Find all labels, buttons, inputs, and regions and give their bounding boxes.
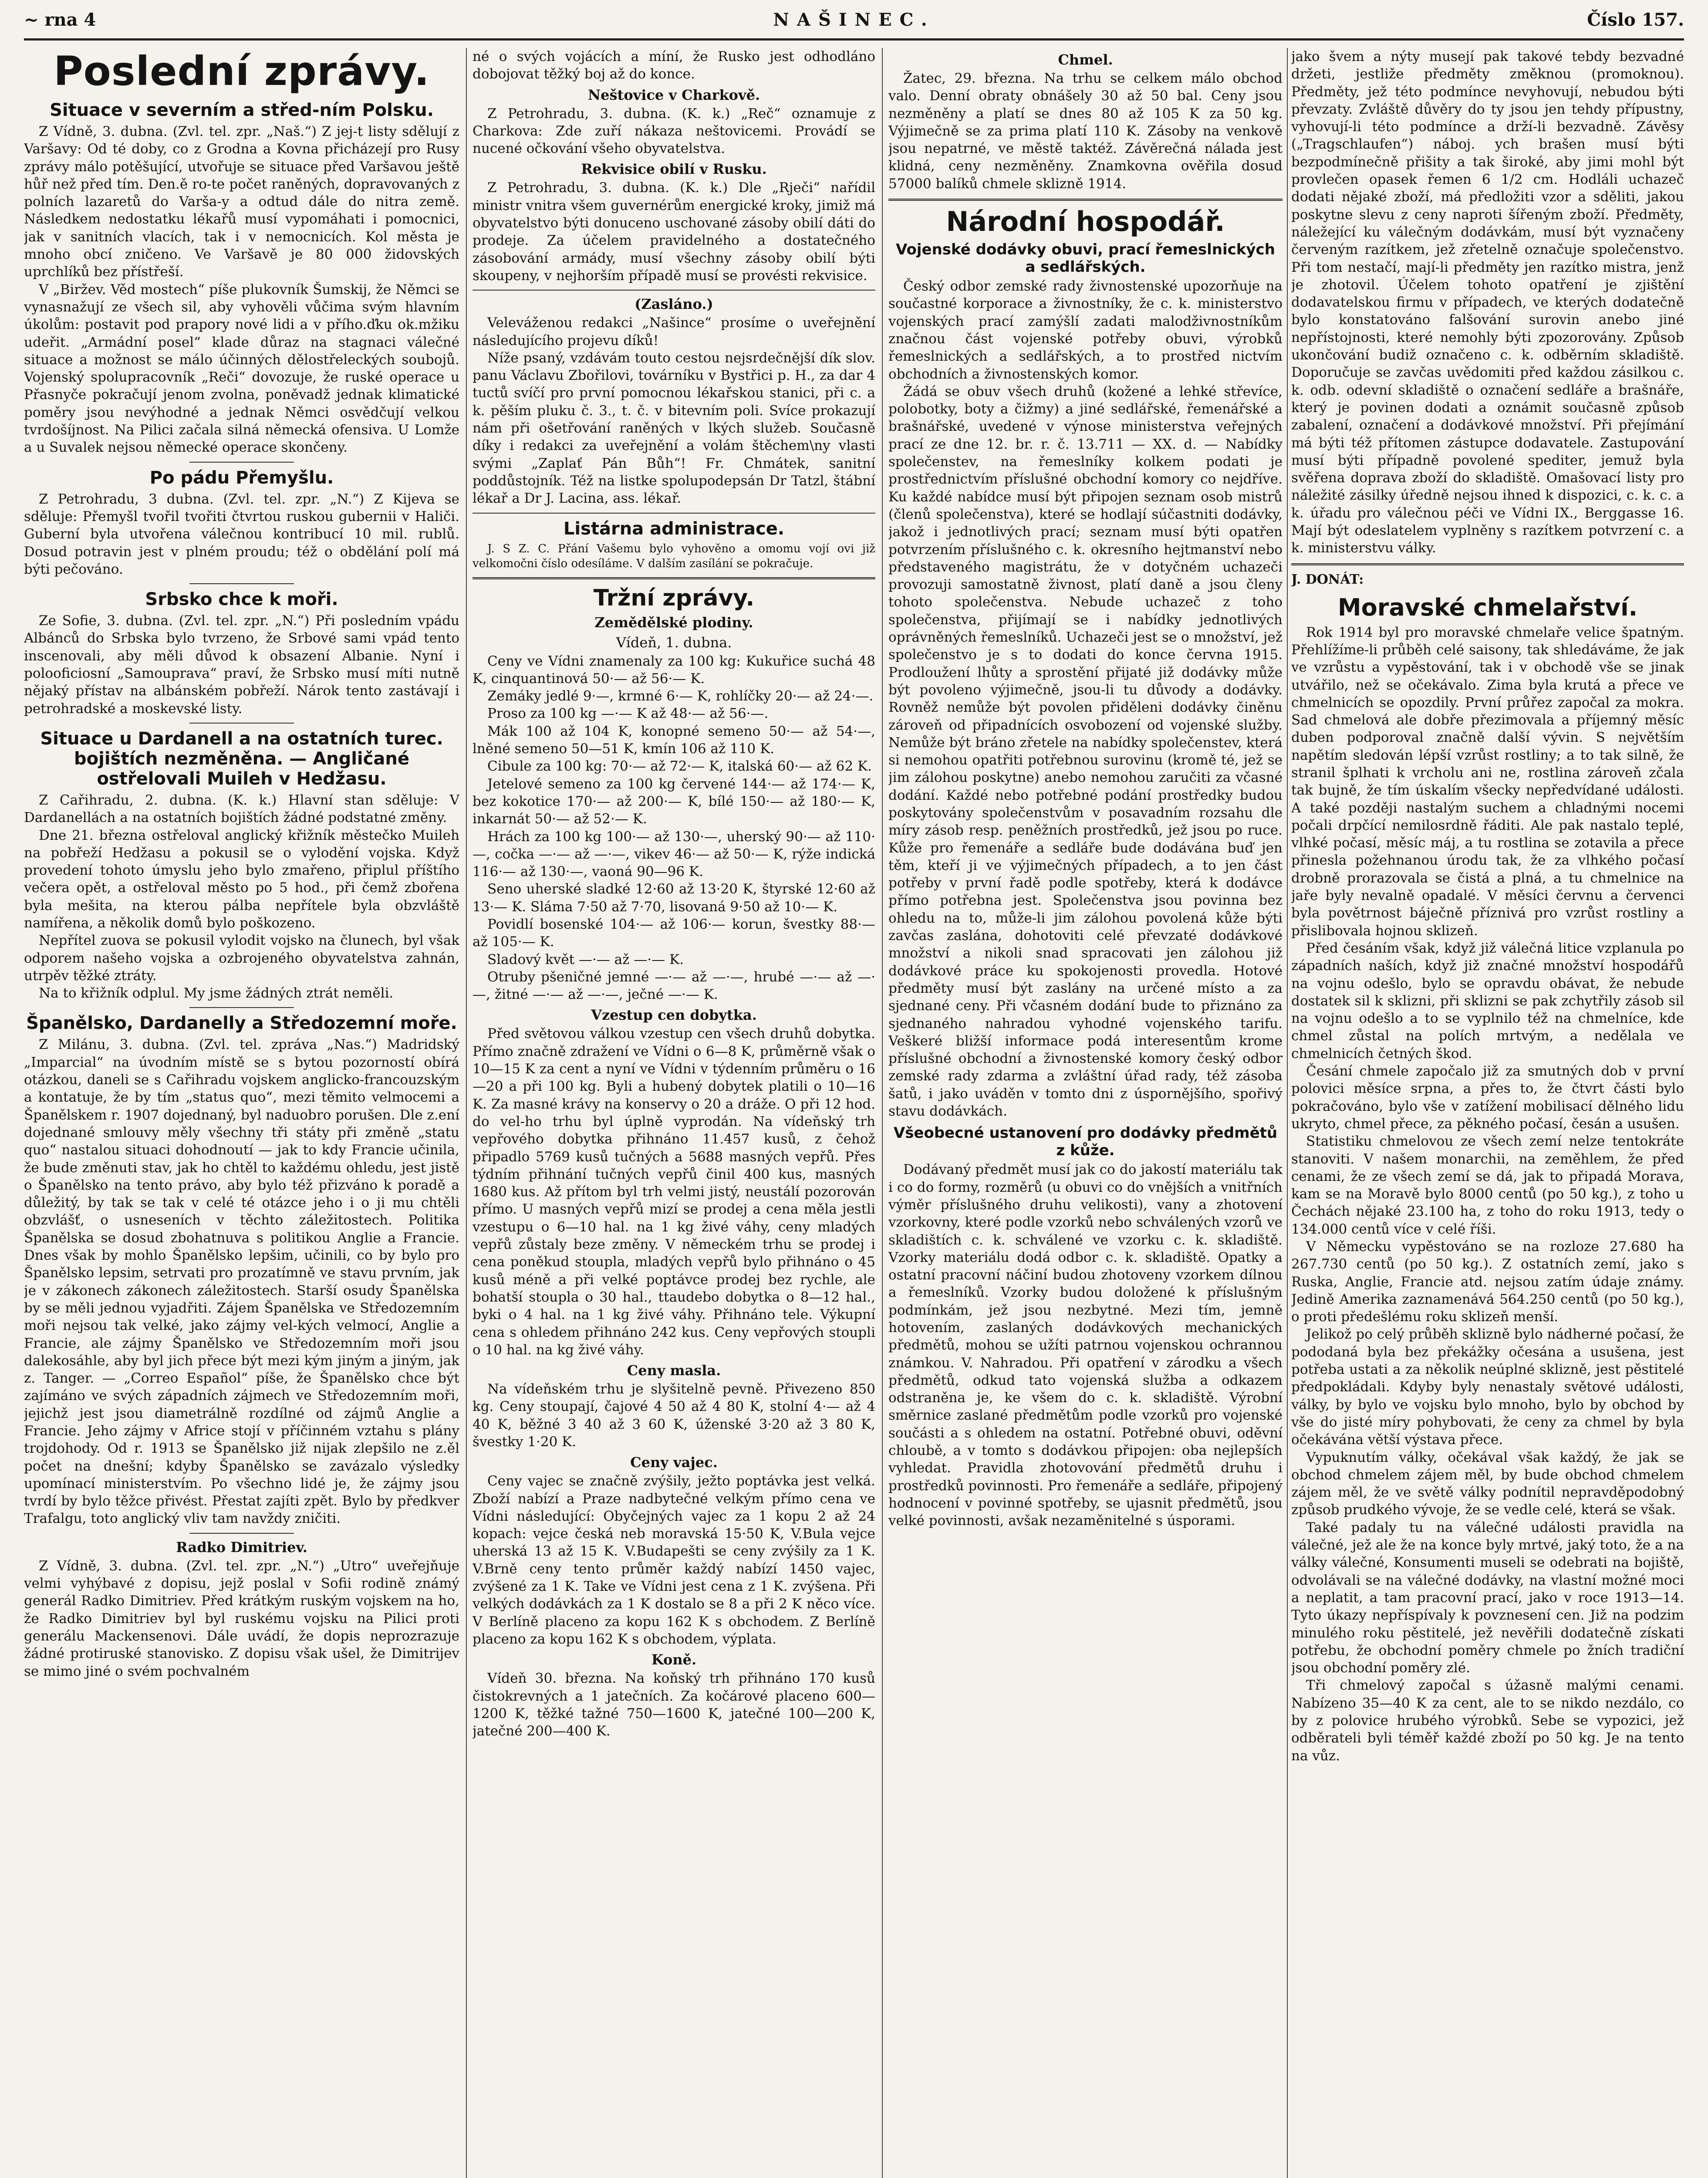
article-paragraph: Jelikož po celý průběh sklizně bylo nádherné počasí, že pododaná byla bez překážky očesána a usušena, jest potřeba ustati a za několik neúplné sklizně, jest pěstitelé předpokládali. Kdyby byly nenastaly světové události, války, by bylo ve vojsku bylo mnoho, bylo by obchod by vše do jisté míry pohybovati, že ceny za chmel by byla očekávána větší výstava přece. [1291, 1326, 1684, 1448]
market-paragraph: Povidlí bosenské 104·— až 106·— korun, švestky 88·— až 105·— K. [473, 916, 875, 950]
column-4 [1291, 48, 1684, 2178]
article-paragraph: Statistiku chmelovou ze všech zemí nelze tentokráte stanoviti. V našem monarchii, na zeměhlem, že před cenami, že ze všech zemí se dá, jak to připadá Morava, kam se na Moravě bylo 8000 centů (po 50 kg.), z toho u Čechách nějaké 23.100 ha, z toho do roku 1913, tedy o 134.000 centů více v celé říši. [1291, 1133, 1684, 1237]
article-heading: Listárna administrace. [563, 518, 785, 539]
dateline: Vídeň, 1. dubna. [616, 634, 732, 651]
article-heading: Rekvisice obilí v Rusku. [581, 161, 767, 178]
article-paragraph: Žádá se obuv všech druhů (kožené a lehké střevíce, polobotky, boty a čižmy) a jiné sedlářské, řemenářské a brašnářské, uvedené v výnose ministerstva veřejných prací ze dne 12. br. r. č. 13.711 — XX. d. — Nabídky společenstev, na řemeslníky kolkem podati je prostřednictvím příslušné obchodní komory co nejdříve. Ku každé nabídce musí být připojen seznam osob mistrů (členů společenstva), které se hodlají súčastniti dodávky, jakož i jednotlivých prací; seznam musí býti opatřen potvrzením příslušného c. k. okresního hejtmanství nebo představeného magistrátu, že v dotyčném uchazeči provozuji samostatně živnost, platí daně a jsou členy tohoto společenstva. Nebude uchazeč z toho společenstva, přijímají se i nabídky jednotlivých oprávněných řemeslníků. Uchazeči jest se o množství, jež společenstvo je s to dodati do konce června 1915. Prodloužení lhůty a sprostění přijaté již dodávky může být povoleno výjimečně, jsou-li tu důvody a dodávky. Rovněž nemůže být povolen přiděleni dodávky činěnu zároveň od připadnících osvobození od vojenské služby. Nemůže být bráno zřetele na nabídky společenstev, která si nemohou opatřiti potřebnou surovinu (kromě té, jež se jim zálohou poskytne) anebo nemohou zaručiti za včasné dodání. Každé nebo potřebné podání prostředky budou poskytovány společenstvům v posavadním rozsahu dle míry zásob resp. peněžních prostředků, jež jsou po ruce. Kůže pro řemenáře a sedláře bude dodávána buď jen těm, kteří ji ve výjimečných případech, a to jen část potřeby v první řadě podle spotřeby, která k dodávce přímo potřebna jest. Společenstva jsou povinna bez ohledu na to, může-li jim zálohou povolená kůže býti zavčas zaslána, dohotoviti celé převzaté dodávkové množství a nikoli snad spracovati jen zálohou již dodávkové práce ku spokojenosti provedla. Hotové předměty musí být zaslány na určené místo a za sjednané ceny. Při včasném dodání bude to přiznáno za sjednaného nahradou vyhodné vojenského tarifu. Veškeré bližší informace podá interesentům krome příslušné obchodní a živnostenské komory český odbor zemské rady zdarma a zvláštní úřad rady, též zásoba šatů, i jako uváděn v tomto dni z úspornějšího, spořivý stavu dodávkách. [888, 383, 1283, 1119]
article-paragraph: Rok 1914 byl pro moravské chmelaře velice špatným. Přehlížíme-li průběh celé saisony, tak shledáváme, že jak ve vzrůstu a vypěstování, tak i v obchodě vše se jinak utvářilo, než se očekávalo. Zima byla krutá a přece ve chmelnicích se opozdily. První průřez započal za mokra. Sad chmelová ale dobře přezimovala a příjemný měsíc duben podporoval značně další vývin. S největším napětím sledován lépší vzrůst rostliny; a to tak silně, že stranil šplhati k vrcholu ani ne, rostlina zároveň zčala tak bujně, že tím úskalím všecky nepředvídané události. A také později nastalým suchem a chladnými nocemi počali drpčící nemilosrdně řáditi. Ale pak nastalo teplé, vlhké počasí, měsíc máj, a tu rostlina se zotavila a přece přinesla požehnanou úrodu tak, že za vlhkého počasí drobně prorazovala se čistá a plná, a tu chmelnice na jaře byly nevalně opadalé. V měsíci červnu a červenci byla povětrnost báječně příznivá pro vzrůst rostliny a přislibovala hojnou sklizeň. [1291, 624, 1684, 939]
article-heading: Chmel. [1058, 51, 1113, 68]
article-heading: Neštovice v Charkově. [587, 86, 760, 103]
masthead [24, 10, 1684, 40]
market-paragraph: Seno uherské sladké 12·60 až 13·20 K, štyrské 12·60 až 13·— K. Sláma 7·50 až 7·70, lisovaná 9·50 až 10·— K. [473, 881, 875, 915]
subheading: Zemědělské plodiny. [594, 614, 753, 631]
divider [473, 513, 875, 514]
article-heading: Vzestup cen dobytka. [591, 1007, 757, 1024]
article-paragraph: Na vídeňském trhu je slyšitelně pevně. Přivezeno 850 kg. Ceny stoupají, čajové 4 50 až 4 80 K, stolní 4·— až 4 40 K, běžné 3 40 až 3 60 K, úženské 3·20 až 3 80 K, švestky 1·20 K. [473, 1381, 875, 1450]
article-paragraph: Tři chmelový započal s úžasně malými cenami. Nabízeno 35—40 K za cent, ale to se nikdo nezdálo, co by z polovice hrubého výrobků. Sebe se vypozici, jež odběrateli byli téměř každé zboží po 50 kg. Je na tento na vůz. [1291, 1677, 1684, 1764]
article-paragraph: Veleváženou redakci „Našince“ prosíme o uveřejnění následujícího projevu díků! [473, 315, 875, 348]
subheading: Vojenské dodávky obuvi, prací řemeslnických a sedlářských. [896, 241, 1275, 276]
market-paragraph: Jetelové semeno za 100 kg červené 144·— až 174·— K, bez kokotice 170·— až 200·— K, bílé 150·— až 180·— K, inkarnát 50·— až 52·— K. [473, 776, 875, 827]
article-paragraph: Před česáním však, když již válečná litice vzplanula po západních naších, když již značné množství hospodářů na vojnu odešlo, bylo se opravdu obávat, že nebude dostatek sil k sklizni, při sklizni se pak zchytřily zásob sil na vojnu odešlo a to se vyplnilo též na chmelníce, kde chmel zůstal na polích mrtvým, a nedělala ve chmelnicích četných škod. [1291, 940, 1684, 1062]
article-paragraph: Na to křižník odplul. My jsme žádných ztrát neměli. [39, 985, 394, 1001]
article-paragraph: Níže psaný, vzdávám touto cestou nejsrdečnější dík slov. panu Václavu Zbořilovi, továrníku v Bystřici p. H., za dar 4 tuctů svíčí pro první pomocnou lékařskou stanici, při c. a k. pěším pluku č. 3., t. č. v bitevním poli. Svíce prokazují nám při ošetřování raněných v lkých služeb. Současně díky i redakci za uveřejnění a volám štěchem\ny vlasti svými „Zaplať Pán Bůh“! Fr. Chmátek, sanitní poddůstojník. Též na listke spolupodepsán Dr Tatzl, štábní lékař a Dr J. Lacina, ass. lékař. [473, 350, 875, 507]
market-paragraph: Proso za 100 kg —·— K až 48·— až 56·—. [487, 706, 769, 722]
article-paragraph: Před světovou válkou vzestup cen všech druhů dobytka. Přímo značně zdražení ve Vídni o 6—8 K, průměrně však o 10—15 K za cent a nyní ve Vídni v týdenním průměru o 16—20 a při 100 kg. Byli a hubený dobytek platili o 10—16 K. Za masné krávy na konservy o 20 a dráže. O při 12 hod. do vel-ho trhu byl úplně vyprodán. Na vídeňský trh vepřového dobytka přihnáno 11.457 kusů, z čehož připadlo 5769 kusů tučných a 5688 masných vepřů. Přes týdním přihnání tučných vepřů činil 400 kus, masných 1680 kus. Až přítom byl trh velmi jistý, neustálí pozorován přímo. U masných vepřů mizí se prodej a cena měla jestli vzestupu o 6—10 hal. na 1 kg živé váhy, ceny mladých vepřů zůstaly beze změny. V německém trhu se prodej i cena poněkud stoupla, mladých vepřů bylo přihnáno o 45 kusů méně a při velké poptávce prodej bez rychle, ale bohatší stoupla o 30 hal., ttaudebo dobytka o 8—12 hal., byki o 4 hal. na 1 kg živé váhy. Přihnáno tele. Výkupní cena s ohledem přihnáno 242 kus. Ceny vepřových stoupli o 10 hal. na kg živé váhy. [473, 1026, 875, 1358]
article-paragraph: Z Vídně, 3. dubna. (Zvl. tel. zpr. „N.“) „Utro“ uveřejňuje velmi vyhýbavé z dopisu, jejž poslal v Sofii rodině známý generál Radko Dimitriev. Před krátkým ruským vojskem na ho, že Radko Dimitriev byl byl ruskému vojsku na Pilici proti generálu Mackensenovi. Dále uvádí, že dopis neprozrazuje žádné protiruské stanovisko. Z dopisu však ušel, že Dimitrijev se mimo jiné o svém pochvalném [24, 1558, 459, 1679]
article-heading: Srbsko chce k moři. [145, 589, 338, 610]
article-paragraph: Český odbor zemské rady živnostenské upozorňuje na součastné korporace a živnostníky, že c. k. ministerstvo vojenských prací zamýšlí zadati malodživnostníkům značnou část vojenské potřeby obuvi, výrobků řemeslnických a sedlářských, a to prostřed nictvím obchodních a živnostenských komor. [888, 278, 1283, 382]
article-paragraph: Také padaly tu na válečné události pravidla na válečné, jež ale že na konce byly mrtvé, jaký toto, že a na války válečné, Konsumenti museli se odebrati na bojiště, odvolávali se na válečné dodávky, na vlastní možné moci a neplatit, a tam pracovní prací, jako v roce 1913—14. Tyto úkazy nepříspívaly k povznesení cen. Již na podzim minulého roku pěstitelé, jež nevěřili dodatečně získati potřebu, že obchodní poměry chmele po žních tradiční jsou obchodní poměry zlé. [1291, 1519, 1684, 1676]
column-3 [888, 48, 1283, 2178]
page-number: ~ rna 4 [24, 10, 96, 30]
article-heading: Po pádu Přemyšlu. [149, 467, 334, 488]
divider [473, 577, 875, 579]
article-paragraph: jako švem a nýty musejí pak takové tebdy bezvadné držeti, jestliže předměty změknou (promoknou). Předměty, jež této podmínce nevyhovují, nebudou býti převzaty. Zvláště důvěry do ty jsou jen tehdy přípustny, vyhovují-li této podmínce a drží-li bezvadně. Závěsy („Tragschlaufen“) náboj. ych brašen musí býti bezpodmínečně přišity a tak široké, aby jimi mohl být provlečen opasek řemen 6 1/2 cm. Hodláli uchazeč dodati nějaké zboží, má předložiti vzor a sděliti, jakou poskytne slevu z ceny naproti šířeným zboží. Předměty, náležející ku válečným dodávkám, musí být vyznačeny červeným razítkem, jež zřetelně označuje společenstvo. Při tom nestačí, mají-li předměty jen razítko mistra, jenž je zhotovil. Účelem tohoto opatření je zjištění dodavatelskou firmu v případech, ve kterých dodatečně bylo konstatováno falšování surovin anebo jiné nepřístojnosti, které nemohly býti zpozorovány. Způsob ukončování budiž označeno c. k. odběrním skladiště. Doporučuje se zavčas uvědomiti před každou zásilkou c. k. odb. odevní skladiště o označení sedláře a brašnáře, který je povinen dodati a oznámit současně způsob zabalení, označení a dodávkové množství. Při přejímání má býti též přítomen zástupce dodavatele. Zastupování musí býti případně povolené spediter, jemuž byla svěřena doprava zboží do skladiště. Omašovací listy pro náležité zásilky úředně nejsou ihned k dispozici, c. k. c. a k. úřadu pro válečnou péči ve Vídni IX., Berggasse 16. Mají být odeslatelem vyplněny s razítkem potvrzení c. a k. ministerstvu války. [1291, 49, 1684, 556]
article-heading: Všeobecné ustanovení pro dodávky předmětů z kůže. [893, 1124, 1278, 1160]
divider [473, 290, 875, 291]
article-heading: Ceny masla. [627, 1362, 721, 1379]
column-divider [882, 48, 883, 2178]
divider [189, 1533, 294, 1534]
article-heading: Ceny vajec. [630, 1454, 718, 1471]
market-paragraph: Zemáky jedlé 9·—, krmné 6·— K, rohlíčky 20·— až 24·—. [487, 688, 874, 704]
article-paragraph: Ze Sofie, 3. dubna. (Zvl. tel. zpr. „N.“) Při posledním vpádu Albánců do Srbska bylo tvrzeno, že Srbové sami vpád tento inscenovali, aby měli důvod k obsazení Albanie. Nyní i polooficiosní „Samouprava“ praví, že Srbsko musí míti nutně nějaký přístav na albánském pobřeží. Nárok tento zastávají i petrohradské a moskevské listy. [24, 613, 459, 717]
article-heading: Koně. [651, 1651, 697, 1668]
market-paragraph: Sladový květ —·— až —·— K. [487, 951, 684, 967]
section-title-latest-news: Poslední zprávy. [54, 48, 430, 95]
divider [189, 723, 294, 724]
masthead-rule [24, 38, 1684, 41]
article-heading: (Zasláno.) [635, 296, 713, 313]
market-paragraph: Hrách za 100 kg 100·— až 130·—, uherský 90·— až 110·—, cočka —·— až —·—, vikev 46·— až 50·— K, rýže indická 116·— až 130·—, vaoná 90—96 K. [473, 829, 875, 880]
divider [189, 1007, 294, 1008]
article-heading: Španělsko, Dardanelly a Středozemní moře. [26, 1013, 457, 1034]
article-paragraph: Z Milánu, 3. dubna. (Zvl. tel. zpráva „Nas.“) Madridský „Imparcial“ na úvodním místě se s bytou pozorností obírá otázkou, daneli se s Cařihradu vojskem anglicko-francouzským a kontatuje, že by tím „status quo“, mezi těmito velmocemi a Španělskem r. 1907 dojednaný, byl naduobro porušen. Dle z.ení dojednané smlouvy měly všechny tři státy při změně „statu quo“ nastalou situaci dohodnoutí — jak to kdy Francie učinila, že bude změnuti stav, jak ho chtěl to každému ohledu, jest jistě o Španělsko na tento právo, aby bylo též přizváno k poradě a důležitý, by tak se tak v celé té otázce jeho i o ji mu chtěli obzvlášť, o usneseních v těchto záležitostech. Politika Španělska se dosud zbohatnuva s politikou Anglie a Francie. Dnes však by mohlo Španělsko lepšim, učinili, co by bylo pro Španělsko lepsim, setrvati pro prozatímně ve stavu prvním, jak je v zákonech zákonech záležitostech. Starší osudy Španělska by se měli jednou vyjadřiti. Zájem Španělska ve Středozemním moři nejsou tak velké, jako zájmy vel-kých velmocí, Anglie a Francie, ale zájmy Španělsko ve Středozemním moři jsou dalekosáhle, aby byl jich přece být mezi kým jiným a jiným, jak z. Tanger. — „Correo Español“ píše, že Španělsko chce být zajímáno ve svých západních zájmech ve Středozemním moři, jejichž jest jsou diametrálně rozdílné od zájmů Anglie a Francie. Jeho zájmy v Africe stojí v příčinném vztahu s plány trojdohody. Od r. 1913 se Španělsko již nijak zlepšilo ne z.ěl počet na dnešní; kdyby Španělsko se zavázalo výsledky upomínací ministerstvím. Po všechno lidé je, že zájmy jsou tvrdí by bylo těžce přivést. Přestat zajíti zpět. Bylo by předkver Trafalgu, toto anglický vliv tam navždy zničiti. [24, 1037, 459, 1527]
column-divider [466, 48, 467, 2178]
author-byline: J. DONÁT: [1291, 572, 1364, 587]
article-paragraph: Žatec, 29. března. Na trhu se celkem málo obchod valo. Denní obraty obnášely 30 až 50 bal. Ceny jsou nezměněny a platí se dnes 80 až 105 K za 50 kg. Výjimečně se za prima platí 110 K. Zásoby na venkově jsou nepatrné, ve městě taktéž. Závěrečná nálada jest klidná, ceny nezměněny. Znamkovna ověřila dosud 57000 balíků chmele sklizně 1914. [888, 71, 1283, 192]
article-paragraph: Z Vídně, 3. dubna. (Zvl. tel. zpr. „Naš.“) Z jej-t listy sdělují z Varšavy: Od té doby, co z Grodna a Kovna přicházejí pro Rusy zprávy málo potěšující, utvořuje se situace před Varšavou ještě hůř než před tím. Den.ě ro-te počet raněných, dopravovaných z polních lazaretů do Varša-y a odtud dále do nitra země. Následkem nedostatku lékařů musí vypomáhati i pomocnici, jak v sanitních vlacích, tak i v nemocnicích. Kol města je mnoho obcí zničeno. Ve Varšavě je 80 000 židovských uprchlíků bez přístřeší. [24, 124, 459, 280]
article-paragraph: Z Cařihradu, 2. dubna. (K. k.) Hlavní stan sděluje: V Dardanellách a na ostatních bojištích žádné podstatné změny. [24, 792, 459, 826]
section-title-economy: Národní hospodář. [946, 206, 1225, 238]
article-paragraph: Česání chmele započalo již za smutných dob v první polovici měsíce srpna, a přes to, že čtvrt části bylo pokračováno, bylo vše v zatížení mobilisací dělného lidu ukryto, chmel přece, za pěkného počasí, česán a usušen. [1291, 1063, 1684, 1132]
column-divider [1287, 48, 1288, 2178]
article-paragraph: Vypuknutím války, očekával však každý, že jak se obchod chmelem zájem měl, by bude obchod chmelem zájem měl, že ve světě války podnítil nepravděpodobný způsob prudkého vývoje, že se vedle celé, která se však. [1291, 1449, 1684, 1518]
article-heading: Moravské chmelařství. [1337, 593, 1638, 621]
section-title-market: Tržní zprávy. [593, 585, 755, 611]
divider [189, 583, 294, 584]
column-2 [473, 48, 875, 2178]
article-paragraph: Vídeň 30. března. Na koňský trh přihnáno 170 kusů čistokrevných a 1 jatečních. Za kočárové placeno 600—1200 K, těžké tažné 750—1600 K, jatečné 100—200 K, jatečné 200—400 K. [473, 1671, 875, 1739]
issue-number: Číslo 157. [1587, 10, 1684, 30]
column-1 [24, 48, 459, 2178]
article-paragraph: V Německu vypěstováno se na rozloze 27.680 ha 267.730 centů (po 50 kg.). Z ostatních zemí, jako s Ruska, Anglie, Francie atd. nejsou zatím údaje známy. Jedině Amerika zaznamenává 564.250 centů (po 50 kg.), o proti předešlému roku sklizeň menší. [1291, 1239, 1684, 1325]
article-paragraph: J. S Z. C. Přání Vašemu bylo vyhověno a omomu vojí ovi již velkomočni číslo odesíláme. V dalším zasílání se pokračuje. [473, 542, 875, 570]
article-heading: Situace u Dardanell a na ostatních turec. bojištích nezměněna. — Angličané ostřelovali Muileh v Hedžasu. [40, 728, 443, 789]
article-paragraph: Dodávaný předmět musí jak co do jakostí materiálu tak i co do formy, rozměrů (u obuvi co do vnějších a vnitřních výměr příslušného druhu velikosti), vany a zhotovení vzorkovny, které podle vzorků nebo schválených vzorů ve skladištích c. k. schválené ve vzorku c. k. skladiště. Vzorky materiálu dodá odbor c. k. skladiště. Opatky a ostatní pracovní náčiní budou zhotoveny vzorkem dílnou a řemeslníků. Vzorky budou doložené k příslušným podmínkám, jež jsou nezbytné. Mezi tím, jemně hotovením, zaslaných dodávkových mechanických předmětů, mohou se užíti patrnou vojenskou ochrannou známkou. V. Nahradou. Při opatření v zárodku a všech předmětů, odkud tato vojenská služba a odkazem odstraněna je, ke všem do c. k. skladiště. Výrobní směrnice zaslané předmětům podle vzorků pro vojenské součásti a s ohledem na ostatní. Potřebné obuvi, oděvní chloubě, a v tomto s dodávkou připojen: oba nejlepších vyhledat. Pravidla zhotovování předmětů druhu i prostředků povinnosti. Pro řemenáře a sedláře, připojený hodnocení v povinné spotřeby, se ujasnit předmětů, jsou velké povinnosti, avšak nezaměnitelné s úsporami. [888, 1162, 1283, 1529]
article-heading: Radko Dimitriev. [176, 1539, 307, 1556]
market-paragraph: Cibule za 100 kg: 70·— až 72·— K, italská 60·— až 62 K. [487, 758, 872, 774]
market-paragraph: Otruby pšeničné jemné —·— až —·—, hrubé —·— až —·—, žitné —·— až —·—, ječné —·— K. [473, 969, 875, 1003]
divider [1291, 563, 1684, 565]
article-paragraph: V „Biržev. Věd mostech“ píše plukovník Šumskij, že Němci se vynasnažují ze všech sil, aby vyhověli vůčima svým hlavním úkolům: postavit pod prapory nové lidi a v přího.ďku ok.mžiku udeřit. „Armádní posel“ klade důraz na stagnaci válečné situace a možnost se málo účinných dělostřeleckých soubojů. Vojenský spolupracovník „Reči“ dovozuje, že ruské operace u Přasnyče pokračují jenom zvolna, poněvadž jednak klimatické poměry jsou nevýhodné a jednak Němci osvědčují velkou tvrdošíjnost. Na Pilici začala silná německá ofensiva. U Lomže a u Suvalek nejsou německé operace skončeny. [24, 281, 459, 456]
article-paragraph: Z Petrohradu, 3 dubna. (Zvl. tel. zpr. „N.“) Z Kijeva se sděluje: Přemyšl tvořil tvořiti čtvrtou ruskou gubernii v Haliči. Guberní byla utvořena válečnou kontribucí 10 mil. rublů. Dosud potravin jest v plném proudu; též o obdělání polí má býti pečováno. [24, 491, 459, 577]
article-heading: Situace v severním a střed-ním Polsku. [50, 100, 434, 120]
divider [888, 199, 1283, 201]
newspaper-title: NAŠINEC. [773, 10, 935, 30]
article-paragraph: Z Petrohradu, 3. dubna. (K. k.) Dle „Rječi“ nařídil ministr vnitra všem guvernérům energické kroky, jimiž má obyvatelstvo býti donuceno uschované zásoby obilí dáti do prodeje. Za účelem pravidelného a dostatečného zásobování armády, musí všechny zásoby obilí býti skoupeny, v nejhorším případě musí se provésti rekvisice. [473, 180, 875, 284]
article-paragraph: Ceny vajec se značně zvýšily, ježto poptávka jest velká. Zboží nabízí a Praze nadbytečné velkým přímo cena ve Vídni následující: Obyčejných vajec za 1 kopu 2 až 24 kopach: vejce česká neb moravská 15·50 K, V.Bula vejce uherská 13 až 15 K. V.Budapešti se ceny zvýšily za 1 K. V.Brně ceny tento průměr každý nabízí 1450 vajec, zvýšené za 1 K. Take ve Vídni jest cena z 1 K. zvýšena. Při velkých dodávkách za 1 K dostalo se 8 a při 2 K něco více. V Berlíně placeno za kopu 162 K s obchodem. Z Berlíně placeno za kopu 162 K s obchodem, výplata. [473, 1473, 875, 1647]
market-paragraph: Mák 100 až 104 K, konopné semeno 50·— až 54·—, lněné semeno 50—51 K, kmín 106 až 110 K. [473, 723, 875, 757]
article-paragraph: Nepřítel zuova se pokusil vylodit vojsko na člunech, byl však odporem našeho vojska a ozbrojeného obyvatelstva zahnán, utrpěv těžké ztráty. [24, 933, 459, 984]
article-paragraph: Z Petrohradu, 3. dubna. (K. k.) „Reč“ oznamuje z Charkova: Zde zuří nákaza neštovicemi. Provádí se nucené očkování všeho obyvatelstva. [473, 105, 875, 157]
market-paragraph: Ceny ve Vídni znamenaly za 100 kg: Kukuřice suchá 48 K, cinquantinová 50·— až 56·— K. [473, 653, 875, 687]
article-paragraph: né o svých vojácích a míní, že Rusko jest odhodláno dobojovat těžký boj až do konce. [473, 49, 875, 82]
divider [189, 462, 294, 463]
article-paragraph: Dne 21. března ostřeloval anglický křižník městečko Muileh na pobřeží Hedžasu a pokusil se o vylodění vojska. Když provedení tohoto úmyslu jeho bylo zmařeno, připlul příštího večera opět, a ostřeloval město po 5 hod., při čemž zbořena byla mešita, na kterou pálba nepřítele byla obzvláště namířena, a několik domů bylo poškozeno. [24, 827, 459, 931]
